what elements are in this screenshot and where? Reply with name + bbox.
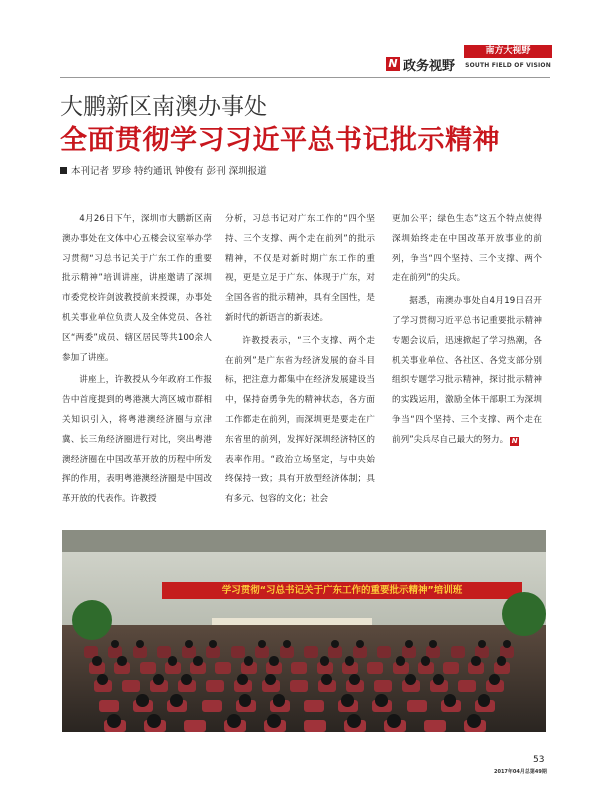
- photo-attendee: [405, 674, 416, 685]
- paragraph: 据悉，南澳办事处自4月19日召开了学习贯彻习近平总书记重要批示精神专题会议后，迅速掀起了学习热潮，各机关事业单位、各社区、各党支部分别组织专题学习批示精神，探讨批示精神的实践运用，激励全体干部职工为深圳争当“四个坚持、三个支撑、两个走在前列”尖兵尽自己最大的努力。 N: [392, 296, 542, 445]
- photo-seat: [202, 700, 222, 712]
- photo-attendee: [349, 674, 360, 685]
- brand-name: 南方大视野: [464, 45, 552, 58]
- photo-plant: [72, 600, 112, 640]
- brand-box: [464, 45, 552, 69]
- lecture-photo: [62, 530, 546, 732]
- photo-seat: [451, 646, 465, 658]
- byline-square-icon: [60, 167, 67, 174]
- photo-attendee: [387, 714, 401, 728]
- magazine-logo-icon: N: [386, 57, 400, 71]
- photo-attendee: [478, 694, 491, 707]
- photo-seat: [367, 662, 383, 674]
- photo-seat: [304, 720, 326, 732]
- photo-attendee: [273, 694, 286, 707]
- article-subtitle: 大鹏新区南澳办事处: [60, 94, 267, 120]
- photo-attendee: [193, 656, 203, 666]
- photo-attendee: [503, 640, 511, 648]
- photo-attendee: [269, 656, 279, 666]
- photo-ceiling: [62, 530, 546, 552]
- photo-seat: [231, 646, 245, 658]
- photo-attendee: [97, 674, 108, 685]
- photo-attendee: [320, 656, 330, 666]
- page-number: 53: [533, 755, 545, 765]
- issue-info: 2017年04月总第49期: [494, 769, 547, 775]
- photo-attendee: [136, 694, 149, 707]
- photo-attendee: [153, 674, 164, 685]
- text-column-2: [225, 210, 375, 513]
- photo-attendee: [185, 640, 193, 648]
- photo-seat: [215, 662, 231, 674]
- article-byline: [60, 163, 267, 177]
- photo-attendee: [147, 714, 161, 728]
- article-title: 全面贯彻学习习近平总书记批示精神: [60, 125, 500, 156]
- photo-attendee: [489, 674, 500, 685]
- photo-seat: [290, 680, 308, 692]
- photo-seat: [184, 720, 206, 732]
- photo-attendee: [433, 674, 444, 685]
- photo-seat: [424, 720, 446, 732]
- photo-seat: [377, 646, 391, 658]
- photo-plant: [502, 592, 546, 636]
- section-title: 政务视野: [403, 59, 456, 74]
- photo-attendee: [467, 714, 481, 728]
- photo-attendee: [92, 656, 102, 666]
- photo-attendee: [244, 656, 254, 666]
- paragraph: 许教授表示，“三个支撑、两个走在前列”是广东省为经济发展的奋斗目标，把注意力都集中在经济发展建设当中，保持奋勇争先的精神状态，各方面工作都走在前列，而深圳更是要走在广东省里的前列，发挥好深圳经济特区的表率作用。“政治立场坚定，与中央始终保持一致；具有开放型经济体制；具有多元、包容的文化；社会: [225, 335, 375, 505]
- photo-attendee: [283, 640, 291, 648]
- photo-attendee: [265, 674, 276, 685]
- photo-banner: 学习贯彻“习总书记关于广东工作的重要批示精神”培训班: [162, 582, 522, 599]
- paragraph: 4月26日下午，深圳市大鹏新区南澳办事处在文体中心五楼会议室举办学习贯彻“习总书记关于广东工作的重要批示精神”培训讲座，讲座邀请了深圳市委党校许剑波教授前来授课，办事处机关事业单位负责人及全体党员、各社区“两委”成员、辖区居民等共100余人参加了讲座。: [62, 214, 212, 363]
- paragraph: 更加公平；绿色生态”这五个特点使得深圳始终走在中国改革开放事业的前列，争当“四个坚持、三个支撑、两个走在前列”的尖兵。: [392, 214, 542, 284]
- photo-attendee: [107, 714, 121, 728]
- photo-attendee: [237, 674, 248, 685]
- photo-attendee: [170, 694, 183, 707]
- photo-attendee: [117, 656, 127, 666]
- photo-attendee: [345, 656, 355, 666]
- photo-attendee: [239, 694, 252, 707]
- photo-attendee: [421, 656, 431, 666]
- photo-seat: [206, 680, 224, 692]
- photo-attendee: [356, 640, 364, 648]
- text-column-3: [392, 210, 542, 454]
- photo-seat: [407, 700, 427, 712]
- photo-attendee: [267, 714, 281, 728]
- photo-attendee: [181, 674, 192, 685]
- photo-attendee: [497, 656, 507, 666]
- paragraph: 分析，习总书记对广东工作的“四个坚持、三个支撑、两个走在前列”的批示精神，不仅是对新时期广东工作的重视，更是立足于广东、体现于广东，对全国各省的批示精神，具有全国性，是新时代的新语言的新表述。: [225, 214, 375, 323]
- header-divider: [60, 77, 550, 78]
- photo-seat: [122, 680, 140, 692]
- photo-attendee: [471, 656, 481, 666]
- photo-attendee: [375, 694, 388, 707]
- photo-seat: [140, 662, 156, 674]
- photo-seat: [304, 646, 318, 658]
- photo-attendee: [396, 656, 406, 666]
- photo-seat: [304, 700, 324, 712]
- photo-seat: [291, 662, 307, 674]
- photo-seat: [443, 662, 459, 674]
- photo-seat: [458, 680, 476, 692]
- text-column-1: [62, 210, 212, 513]
- photo-attendee: [444, 694, 457, 707]
- photo-attendee: [136, 640, 144, 648]
- photo-attendee: [227, 714, 241, 728]
- photo-attendee: [321, 674, 332, 685]
- photo-attendee: [341, 694, 354, 707]
- paragraph: 讲座上，许教授从今年政府工作报告中首度提到的粤港澳大湾区城市群相关知识引入，将粤港澳经济圈与京津冀、长三角经济圈进行对比，突出粤港澳经济圈在中国改革开放的历程中所发挥的作用，表明粤港澳经济圈是中国改革开放的代表作。许教授: [62, 375, 212, 505]
- photo-attendee: [347, 714, 361, 728]
- photo-seat: [99, 700, 119, 712]
- byline-text: 本刊记者 罗珍 特约通讯 钟俊有 彭刊 深圳报道: [71, 166, 267, 177]
- photo-attendee: [168, 656, 178, 666]
- photo-seat: [374, 680, 392, 692]
- photo-attendee: [405, 640, 413, 648]
- end-mark-icon: N: [511, 436, 518, 445]
- brand-english: SOUTH FIELD OF VISION: [465, 62, 551, 69]
